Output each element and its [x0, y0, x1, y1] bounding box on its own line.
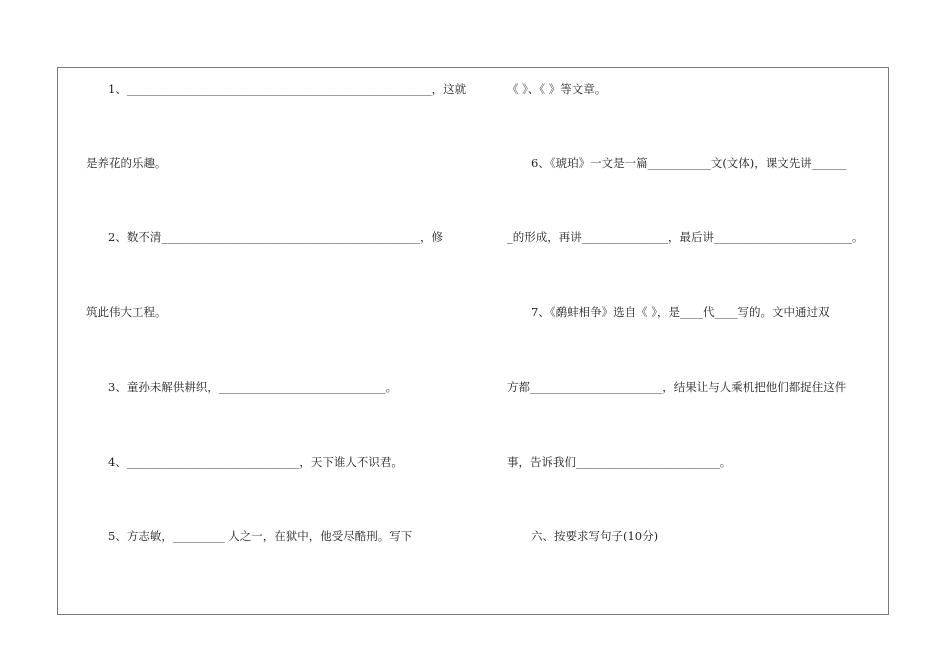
- question-2-line1: 2、数不清_____________________________________________，修: [108, 230, 444, 244]
- question-3: 3、童孙未解供耕织，_____________________________。: [108, 380, 398, 394]
- question-1-line2: 是养花的乐趣。: [86, 156, 167, 170]
- question-5-line2: 《 》、《 》等文章。: [507, 82, 607, 96]
- section-6-heading: 六、按要求写句子(10分): [531, 529, 659, 543]
- question-6-line2: _的形成，再讲_______________，最后讲________________________。: [507, 230, 864, 244]
- question-4: 4、______________________________，天下谁人不识君。: [108, 455, 403, 469]
- question-1-line1: 1、_____________________________________________________，这就: [108, 82, 467, 96]
- question-6-line1: 6、《琥珀》一文是一篇___________文(文体)，课文先讲______: [531, 156, 847, 170]
- question-2-line2: 筑此伟大工程。: [86, 305, 167, 319]
- question-5-line1: 5、方志敏，_________ 人之一，在狱中，他受尽酷刑。写下: [108, 529, 413, 543]
- question-7-line2: 方都_______________________，结果让与人乘机把他们都捉住这件: [507, 380, 847, 394]
- question-7-line1: 7、《鹬蚌相争》选自《 》，是____代____写的。文中通过双: [531, 305, 830, 319]
- question-7-line3: 事，告诉我们_________________________。: [507, 455, 732, 469]
